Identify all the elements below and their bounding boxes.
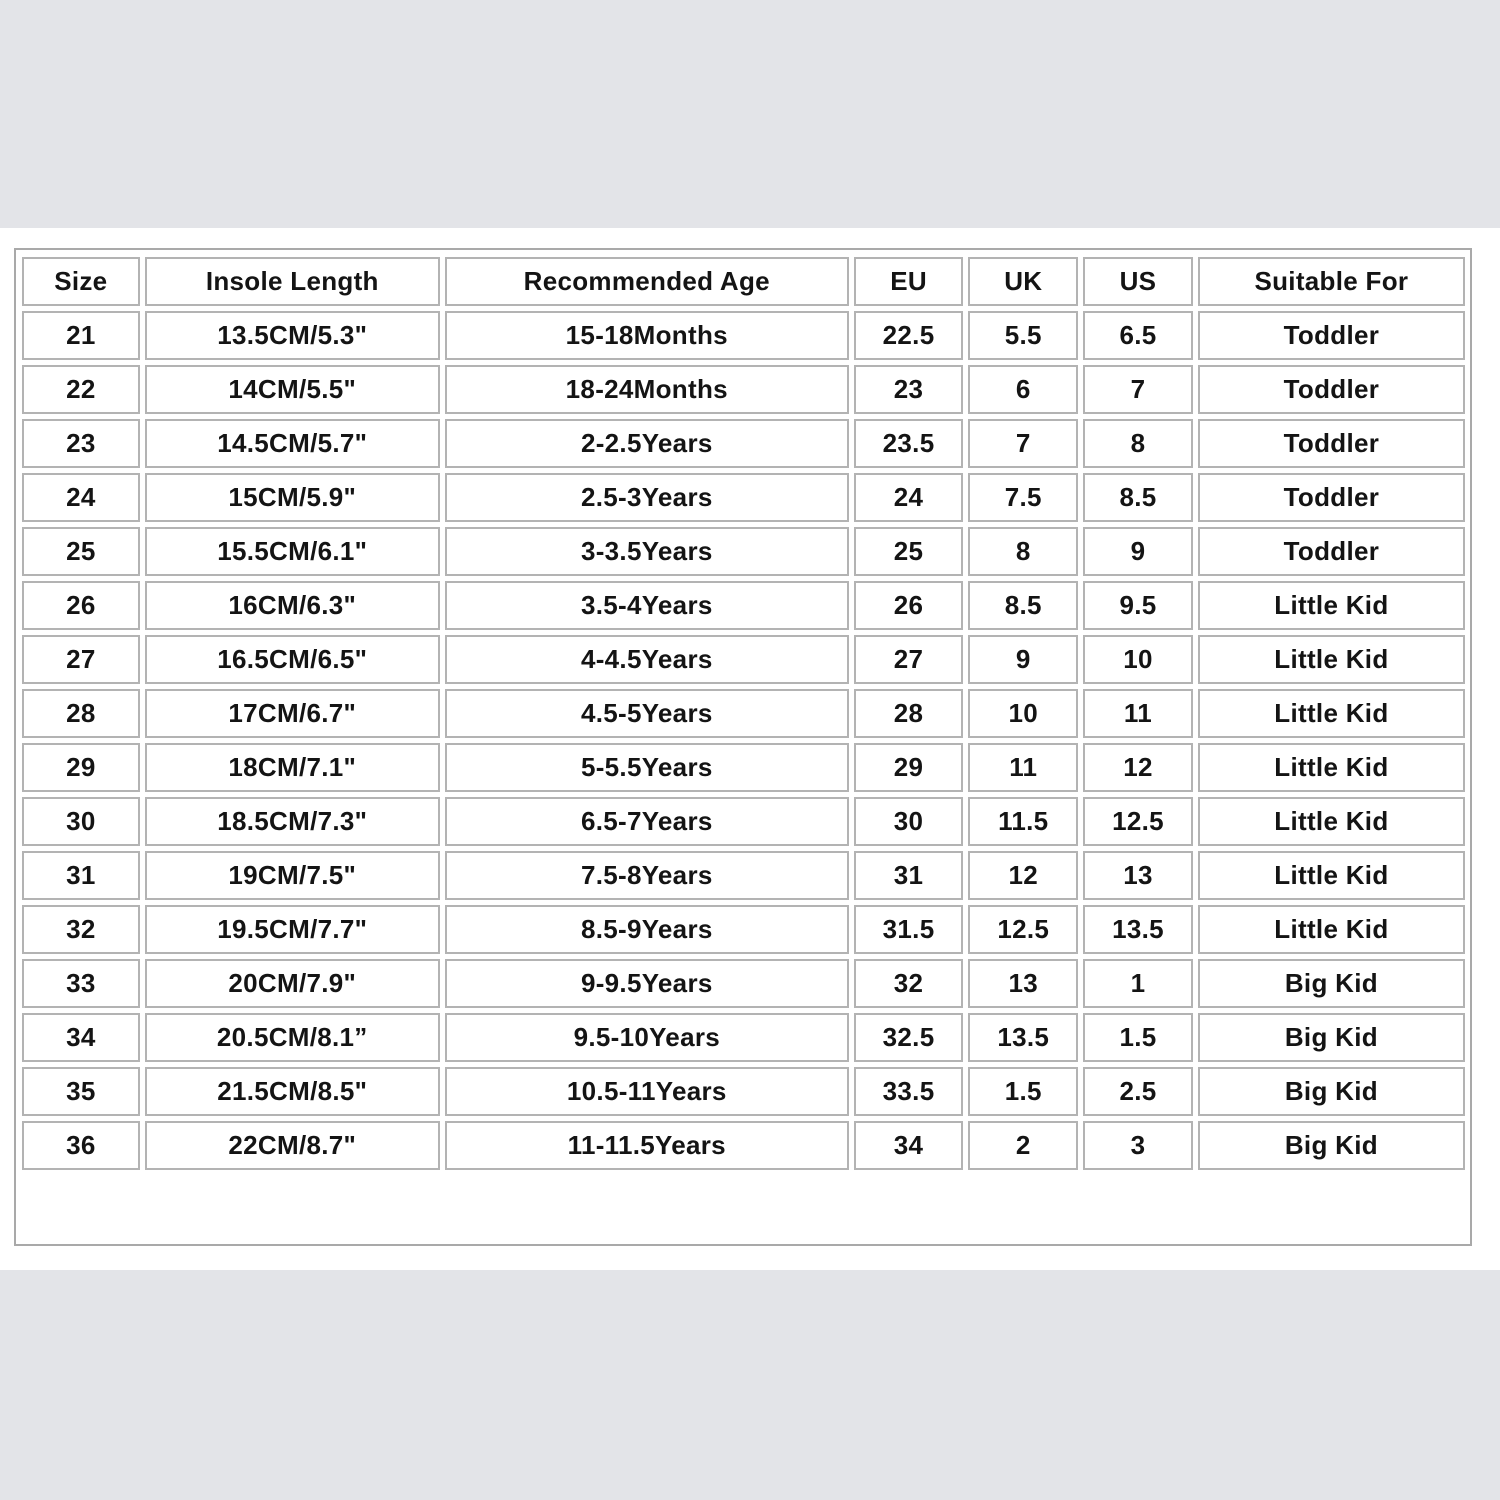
table-cell: 5.5 <box>968 311 1078 360</box>
table-cell: Little Kid <box>1198 689 1465 738</box>
table-cell: 3.5-4Years <box>445 581 849 630</box>
table-row <box>22 851 1465 900</box>
table-cell: 23 <box>22 419 140 468</box>
header-cell: EU <box>854 257 964 306</box>
table-cell: 30 <box>22 797 140 846</box>
table-cell: Big Kid <box>1198 1121 1465 1170</box>
table-cell: 7.5 <box>968 473 1078 522</box>
table-cell: 20CM/7.9" <box>145 959 440 1008</box>
table-cell: 31 <box>22 851 140 900</box>
table-row <box>22 473 1465 522</box>
table-cell: 31 <box>854 851 964 900</box>
table-cell: 32 <box>854 959 964 1008</box>
table-cell: 22 <box>22 365 140 414</box>
table-cell: 1.5 <box>968 1067 1078 1116</box>
table-cell: 9 <box>1083 527 1193 576</box>
table-cell: 11.5 <box>968 797 1078 846</box>
table-cell: 12.5 <box>1083 797 1193 846</box>
table-cell: Little Kid <box>1198 635 1465 684</box>
table-row <box>22 743 1465 792</box>
table-cell: Big Kid <box>1198 959 1465 1008</box>
table-cell: 8 <box>968 527 1078 576</box>
table-cell: 23.5 <box>854 419 964 468</box>
table-cell: Toddler <box>1198 311 1465 360</box>
table-cell: 8.5 <box>968 581 1078 630</box>
table-cell: 10 <box>968 689 1078 738</box>
table-row <box>22 689 1465 738</box>
table-cell: Toddler <box>1198 365 1465 414</box>
table-cell: Big Kid <box>1198 1013 1465 1062</box>
table-cell: 22CM/8.7" <box>145 1121 440 1170</box>
table-cell: 2-2.5Years <box>445 419 849 468</box>
table-cell: 5-5.5Years <box>445 743 849 792</box>
table-cell: 4-4.5Years <box>445 635 849 684</box>
table-cell: 1.5 <box>1083 1013 1193 1062</box>
table-row <box>22 581 1465 630</box>
table-cell: 13 <box>968 959 1078 1008</box>
table-cell: 9 <box>968 635 1078 684</box>
table-cell: 23 <box>854 365 964 414</box>
table-cell: 25 <box>22 527 140 576</box>
table-cell: 17CM/6.7" <box>145 689 440 738</box>
table-cell: 24 <box>22 473 140 522</box>
table-row <box>22 905 1465 954</box>
table-cell: 14.5CM/5.7" <box>145 419 440 468</box>
table-cell: 28 <box>22 689 140 738</box>
table-cell: Little Kid <box>1198 851 1465 900</box>
table-cell: 8 <box>1083 419 1193 468</box>
header-cell: Insole Length <box>145 257 440 306</box>
table-cell: 25 <box>854 527 964 576</box>
table-cell: 7 <box>1083 365 1193 414</box>
table-cell: 11-11.5Years <box>445 1121 849 1170</box>
table-cell: 33.5 <box>854 1067 964 1116</box>
table-cell: 33 <box>22 959 140 1008</box>
table-cell: 12 <box>1083 743 1193 792</box>
table-cell: 29 <box>854 743 964 792</box>
table-cell: 21 <box>22 311 140 360</box>
table-cell: 36 <box>22 1121 140 1170</box>
table-cell: 28 <box>854 689 964 738</box>
table-cell: 8.5 <box>1083 473 1193 522</box>
table-cell: 8.5-9Years <box>445 905 849 954</box>
table-cell: 12.5 <box>968 905 1078 954</box>
table-cell: 13 <box>1083 851 1193 900</box>
table-row <box>22 311 1465 360</box>
table-cell: 15CM/5.9" <box>145 473 440 522</box>
table-cell: 4.5-5Years <box>445 689 849 738</box>
table-cell: 10.5-11Years <box>445 1067 849 1116</box>
header-cell: Size <box>22 257 140 306</box>
table-cell: 20.5CM/8.1” <box>145 1013 440 1062</box>
header-cell: UK <box>968 257 1078 306</box>
table-cell: 29 <box>22 743 140 792</box>
table-cell: Toddler <box>1198 473 1465 522</box>
table-cell: 19.5CM/7.7" <box>145 905 440 954</box>
table-cell: Little Kid <box>1198 743 1465 792</box>
table-cell: 14CM/5.5" <box>145 365 440 414</box>
table-cell: 3-3.5Years <box>445 527 849 576</box>
table-row <box>22 1067 1465 1116</box>
table-body <box>22 311 1465 1170</box>
table-cell: 32 <box>22 905 140 954</box>
table-cell: 2 <box>968 1121 1078 1170</box>
table-cell: 6.5-7Years <box>445 797 849 846</box>
table-cell: 26 <box>854 581 964 630</box>
table-cell: 9.5-10Years <box>445 1013 849 1062</box>
table-cell: 7.5-8Years <box>445 851 849 900</box>
table-row <box>22 365 1465 414</box>
table-cell: 7 <box>968 419 1078 468</box>
table-cell: Little Kid <box>1198 581 1465 630</box>
table-row <box>22 635 1465 684</box>
header-row <box>22 257 1465 306</box>
table-cell: Little Kid <box>1198 797 1465 846</box>
table-cell: 32.5 <box>854 1013 964 1062</box>
table-cell: 21.5CM/8.5" <box>145 1067 440 1116</box>
table-cell: 9-9.5Years <box>445 959 849 1008</box>
table-cell: Little Kid <box>1198 905 1465 954</box>
table-cell: 3 <box>1083 1121 1193 1170</box>
table-cell: 2.5 <box>1083 1067 1193 1116</box>
table-cell: 19CM/7.5" <box>145 851 440 900</box>
table-cell: 11 <box>968 743 1078 792</box>
size-chart-table <box>17 252 1470 1175</box>
table-cell: 13.5CM/5.3" <box>145 311 440 360</box>
table-row <box>22 1121 1465 1170</box>
table-cell: 15-18Months <box>445 311 849 360</box>
table-cell: 27 <box>854 635 964 684</box>
table-cell: 30 <box>854 797 964 846</box>
size-chart-panel <box>0 228 1500 1270</box>
table-cell: 27 <box>22 635 140 684</box>
table-cell: 12 <box>968 851 1078 900</box>
table-cell: 35 <box>22 1067 140 1116</box>
table-row <box>22 527 1465 576</box>
table-cell: 10 <box>1083 635 1193 684</box>
table-cell: 34 <box>854 1121 964 1170</box>
table-row <box>22 1013 1465 1062</box>
table-cell: 22.5 <box>854 311 964 360</box>
header-cell: Recommended Age <box>445 257 849 306</box>
table-cell: 6.5 <box>1083 311 1193 360</box>
table-cell: Toddler <box>1198 419 1465 468</box>
table-row <box>22 797 1465 846</box>
header-cell: US <box>1083 257 1193 306</box>
table-row <box>22 419 1465 468</box>
table-cell: 9.5 <box>1083 581 1193 630</box>
table-cell: Toddler <box>1198 527 1465 576</box>
table-cell: 1 <box>1083 959 1193 1008</box>
size-chart-frame <box>14 248 1472 1246</box>
table-cell: 6 <box>968 365 1078 414</box>
table-cell: 31.5 <box>854 905 964 954</box>
table-cell: 13.5 <box>968 1013 1078 1062</box>
table-cell: 18.5CM/7.3" <box>145 797 440 846</box>
table-cell: 15.5CM/6.1" <box>145 527 440 576</box>
table-cell: Big Kid <box>1198 1067 1465 1116</box>
table-cell: 18CM/7.1" <box>145 743 440 792</box>
table-cell: 26 <box>22 581 140 630</box>
table-cell: 16.5CM/6.5" <box>145 635 440 684</box>
table-row <box>22 959 1465 1008</box>
table-cell: 16CM/6.3" <box>145 581 440 630</box>
table-cell: 24 <box>854 473 964 522</box>
table-cell: 34 <box>22 1013 140 1062</box>
table-cell: 2.5-3Years <box>445 473 849 522</box>
header-cell: Suitable For <box>1198 257 1465 306</box>
table-cell: 18-24Months <box>445 365 849 414</box>
table-cell: 11 <box>1083 689 1193 738</box>
table-cell: 13.5 <box>1083 905 1193 954</box>
